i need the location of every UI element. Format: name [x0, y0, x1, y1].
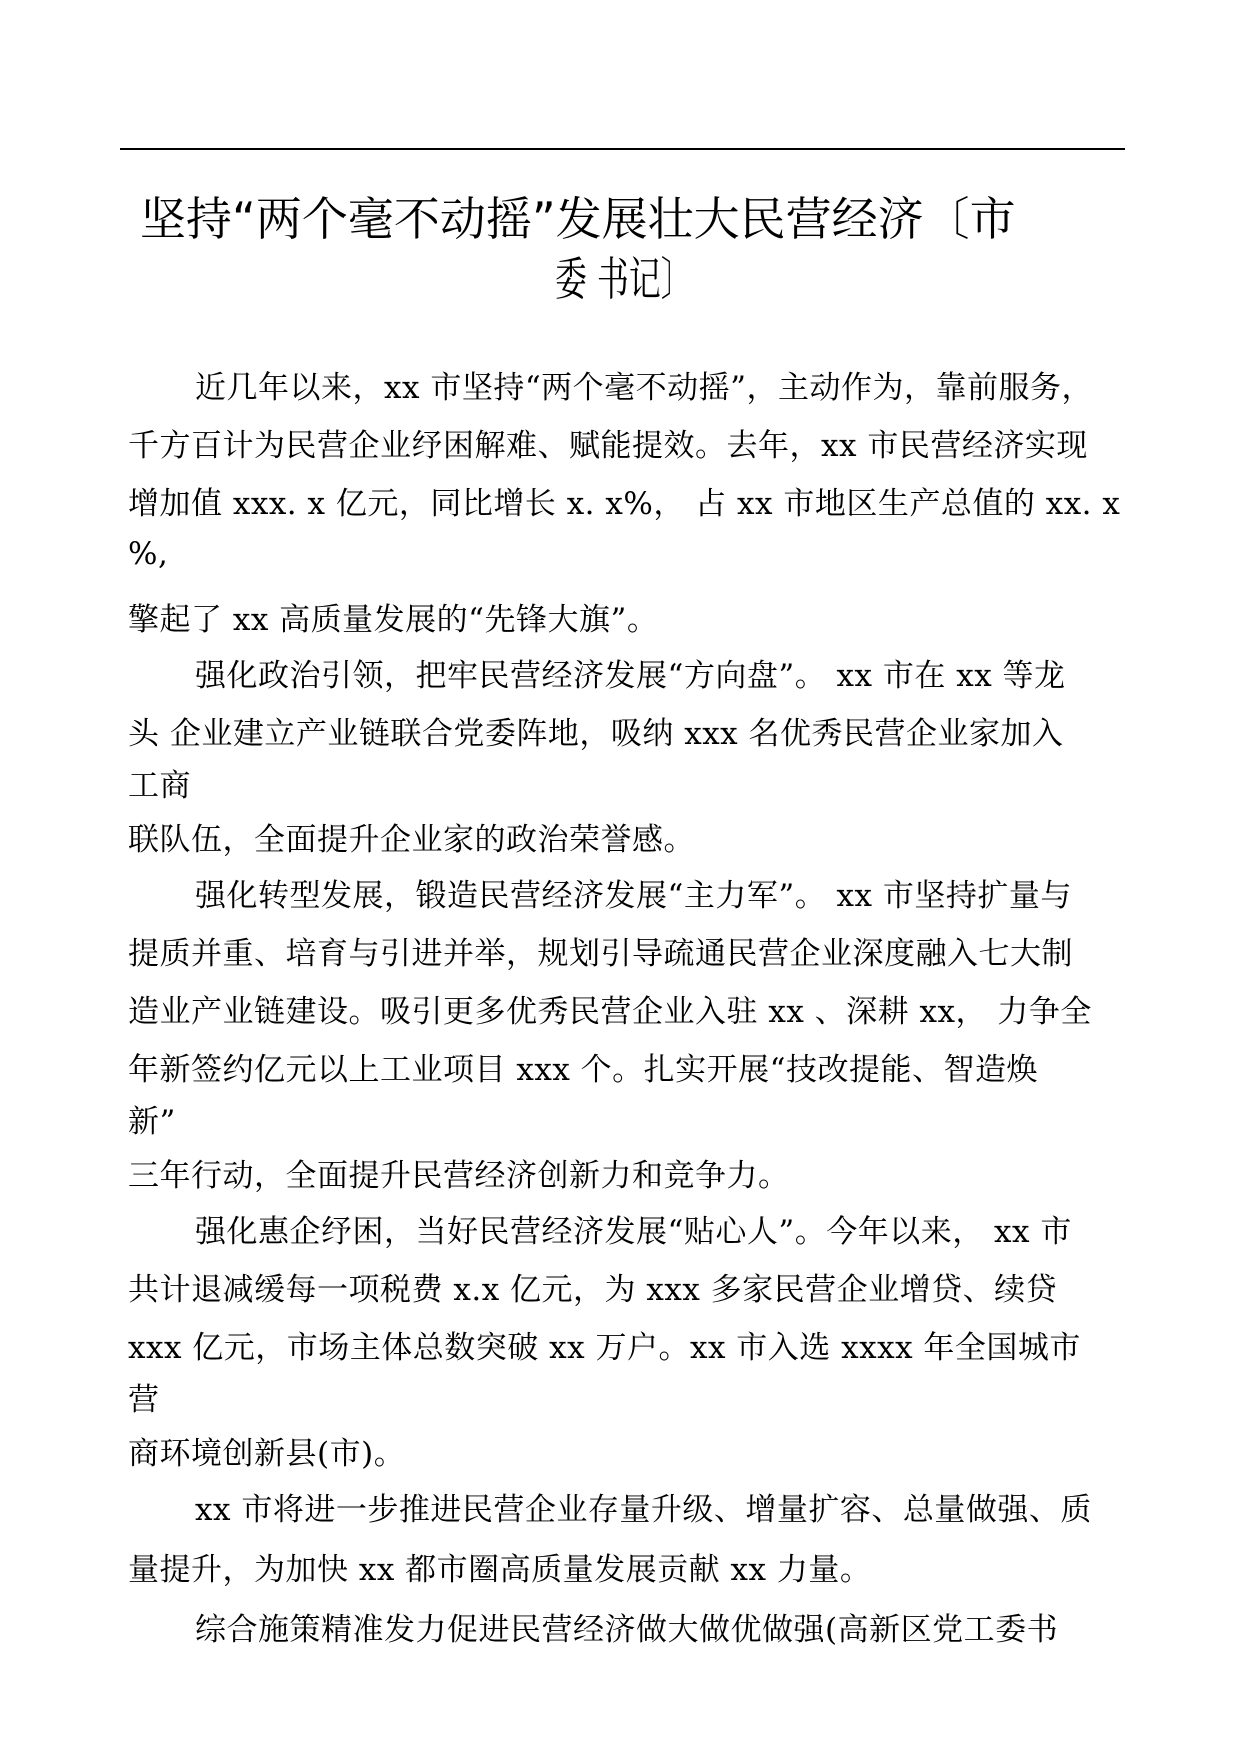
- body-line: 新”: [128, 1104, 176, 1140]
- body-line: 联队伍，全面提升企业家的政治荣誉感。: [128, 822, 695, 858]
- header-rule: [120, 148, 1125, 150]
- body-line: 共计退减缓每一项税费 x.x 亿元，为 xxx 多家民营企业增贷、续贷: [128, 1272, 1058, 1308]
- body-line: 造业产业链建设。吸引更多优秀民营企业入驻 xx 、深耕 xx， 力争全: [128, 994, 1092, 1030]
- body-line: 营: [128, 1382, 160, 1418]
- body-line: 提质并重、培育与引进并举，规划引导疏通民营企业深度融入七大制: [128, 936, 1073, 972]
- body-line: 近几年以来，xx 市坚持“两个毫不动摇”，主动作为，靠前服务，: [195, 370, 1094, 406]
- body-line: 千方百计为民营企业纾困解难、赋能提效。去年，xx 市民营经济实现: [128, 428, 1088, 464]
- body-line: 年新签约亿元以上工业项目 xxx 个。扎实开展“技改提能、智造焕: [128, 1052, 1039, 1088]
- body-line: xx 市将进一步推进民营企业存量升级、增量扩容、总量做强、质: [195, 1492, 1092, 1528]
- body-line: 三年行动，全面提升民营经济创新力和竞争力。: [128, 1158, 790, 1194]
- page-title-line-2: 委 书记〕: [555, 252, 693, 306]
- body-line: xxx 亿元，市场主体总数突破 xx 万户。xx 市入选 xxxx 年全国城市: [128, 1330, 1081, 1366]
- body-line: 工商: [128, 768, 191, 804]
- body-line: 综合施策精准发力促进民营经济做大做优做强(高新区党工委书: [195, 1612, 1059, 1648]
- body-line: 商环境创新县(市)。: [128, 1436, 406, 1472]
- page-title-line-1: 坚持“两个毫不动摇”发展壮大民营经济〔市: [140, 192, 1016, 246]
- body-line: 头 企业建立产业链联合党委阵地，吸纳 xxx 名优秀民营企业家加入: [128, 716, 1064, 752]
- body-line: 强化政治引领，把牢民营经济发展“方向盘”。 xx 市在 xx 等龙: [195, 658, 1066, 694]
- body-line: 强化转型发展，锻造民营经济发展“主力军”。 xx 市坚持扩量与: [195, 878, 1072, 914]
- body-line: 擎起了 xx 高质量发展的“先锋大旗”。: [128, 602, 659, 638]
- body-line: %,: [128, 536, 169, 572]
- body-line: 强化惠企纾困，当好民营经济发展“贴心人”。今年以来， xx 市: [195, 1214, 1072, 1250]
- body-line: 量提升，为加快 xx 都市圈高质量发展贡献 xx 力量。: [128, 1552, 872, 1588]
- body-line: 增加值 xxx. x 亿元，同比增长 x. x%， 占 xx 市地区生产总值的 xx. x: [128, 486, 1121, 522]
